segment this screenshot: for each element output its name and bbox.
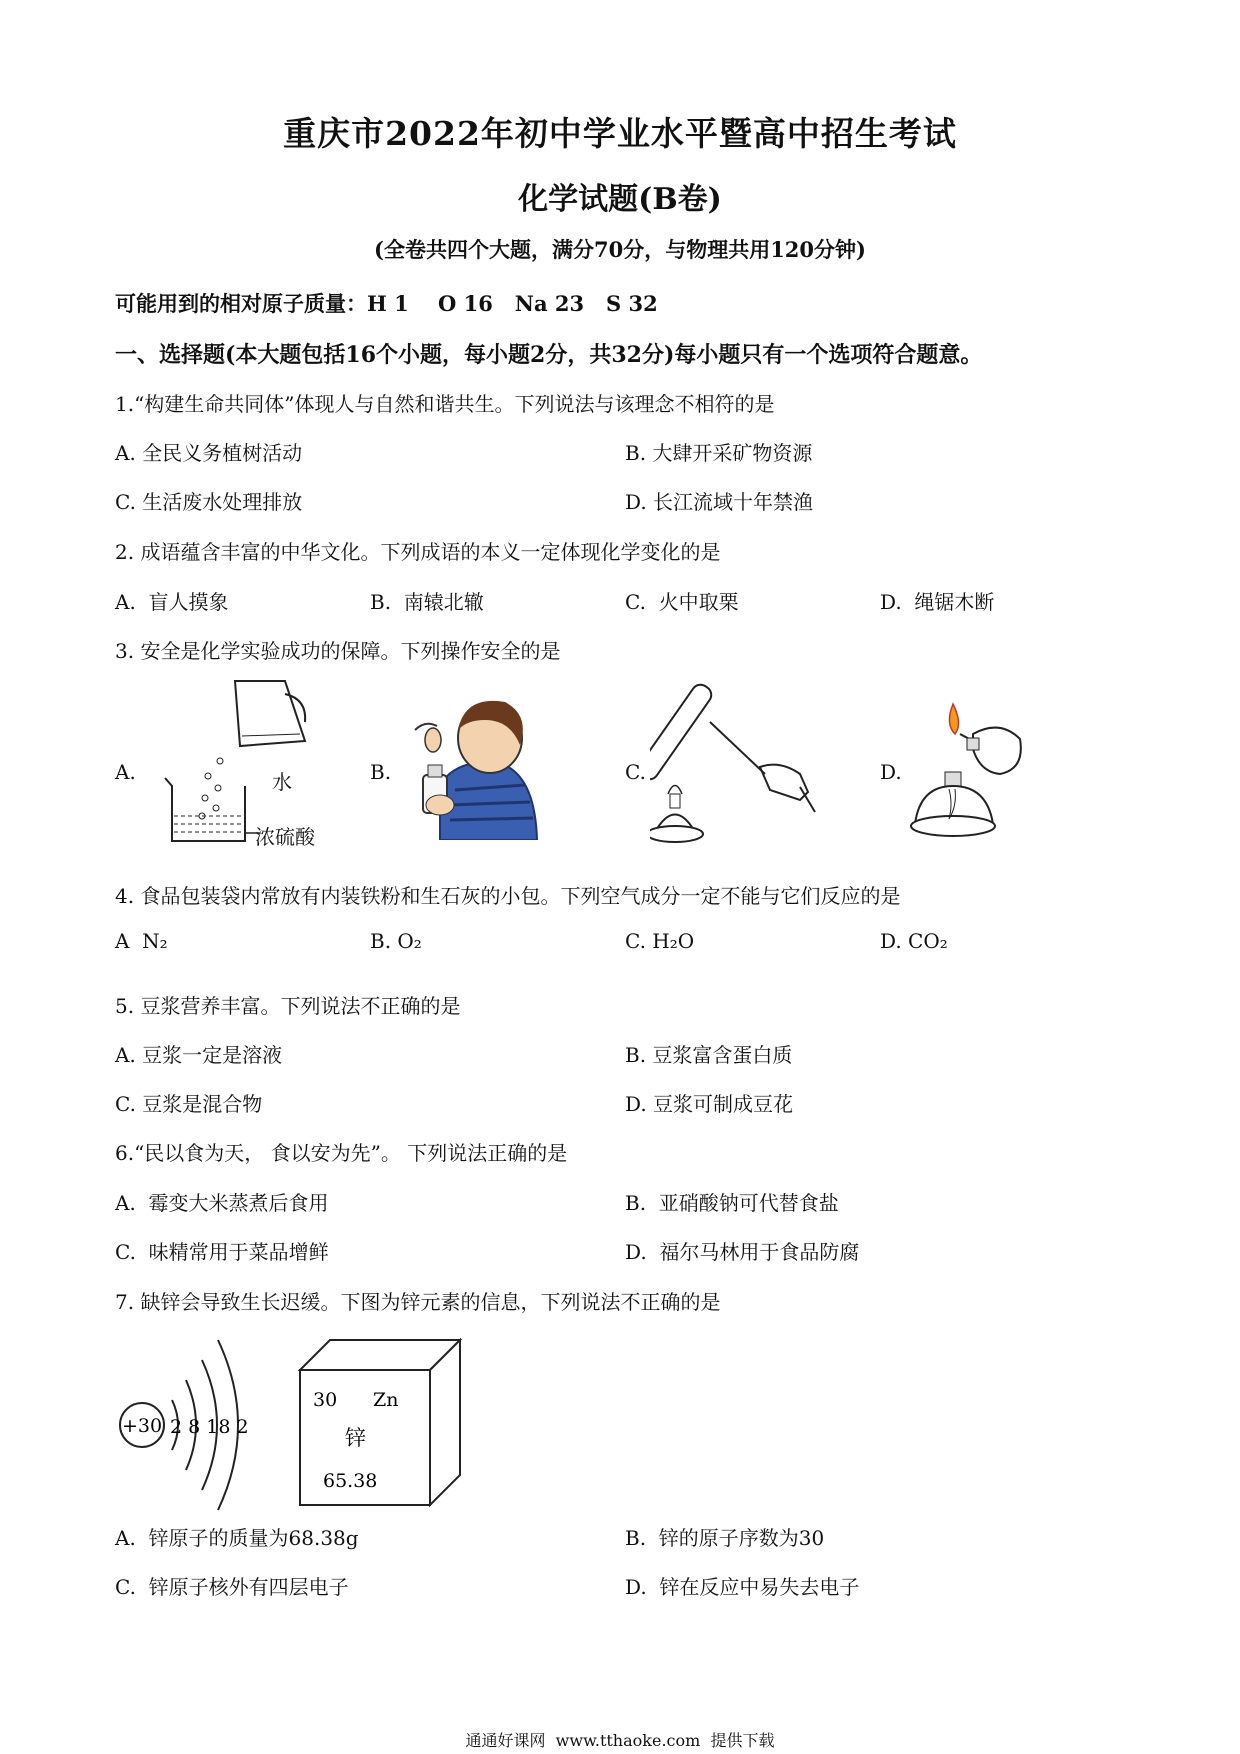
figure-smelling (395, 690, 545, 840)
option-d[interactable]: D. (880, 760, 902, 784)
figure-label-acid: 浓硫酸 (255, 825, 315, 849)
section-heading: 一、选择题(本大题包括16个小题，每小题2分，共32分)每小题只有一个选项符合题意。 (115, 342, 983, 368)
option-a[interactable]: A. 盲人摸象 (115, 590, 229, 614)
figure-label-water: 水 (272, 770, 292, 794)
option-a[interactable]: A. 全民义务植树活动 (115, 441, 303, 465)
option-b[interactable]: B. 南辕北辙 (370, 590, 484, 614)
atom-nucleus-label: +30 (121, 1415, 163, 1437)
option-c[interactable]: C. 味精常用于菜品增鲜 (115, 1240, 329, 1264)
element-symbol: Zn (373, 1389, 399, 1411)
figure-dilution (150, 676, 350, 851)
element-name: 锌 (345, 1426, 366, 1450)
footer-watermark: 通通好课网 www.tthaoke.com 提供下载 (465, 1731, 775, 1750)
option-c[interactable]: C. 火中取栗 (625, 590, 739, 614)
atom-structure-diagram (110, 1330, 270, 1520)
option-c[interactable]: C. H₂O (625, 929, 695, 953)
question-stem: 2. 成语蕴含丰富的中华文化。下列成语的本义一定体现化学变化的是 (115, 540, 721, 564)
option-c[interactable]: C. (625, 760, 646, 784)
option-b[interactable]: B. 锌的原子序数为30 (625, 1526, 825, 1550)
option-a[interactable]: A. 锌原子的质量为68.38g (115, 1526, 359, 1550)
option-d[interactable]: D. 锌在反应中易失去电子 (625, 1575, 860, 1599)
option-b[interactable]: B. (370, 760, 392, 784)
option-c[interactable]: C. 锌原子核外有四层电子 (115, 1575, 349, 1599)
option-c[interactable]: C. 豆浆是混合物 (115, 1092, 263, 1116)
question-stem: 3. 安全是化学实验成功的保障。下列操作安全的是 (115, 639, 561, 663)
figure-heating (650, 682, 820, 852)
option-d[interactable]: D. 豆浆可制成豆花 (625, 1092, 794, 1116)
option-a[interactable]: A. 霉变大米蒸煮后食用 (115, 1191, 329, 1215)
option-d[interactable]: D. 绳锯木断 (880, 590, 995, 614)
figure-lamps (905, 694, 1045, 844)
option-c[interactable]: C. 生活废水处理排放 (115, 490, 303, 514)
option-a[interactable]: A N₂ (115, 929, 168, 953)
page-title: 重庆市2022年初中学业水平暨高中招生考试 (283, 114, 957, 153)
option-d[interactable]: D. CO₂ (880, 929, 948, 953)
option-b[interactable]: B. 豆浆富含蛋白质 (625, 1043, 793, 1067)
question-stem: 6.“民以食为天， 食以安为先”。 下列说法正确的是 (115, 1141, 568, 1165)
question-stem: 5. 豆浆营养丰富。下列说法不正确的是 (115, 994, 461, 1018)
option-b[interactable]: B. 亚硝酸钠可代替食盐 (625, 1191, 839, 1215)
option-a[interactable]: A. (115, 760, 136, 784)
atom-shells-label: 2 8 18 2 (170, 1416, 249, 1438)
question-stem: 1.“构建生命共同体”体现人与自然和谐共生。下列说法与该理念不相符的是 (115, 392, 775, 416)
option-b[interactable]: B. 大肆开采矿物资源 (625, 441, 813, 465)
option-d[interactable]: D. 福尔马林用于食品防腐 (625, 1240, 860, 1264)
question-stem: 7. 缺锌会导致生长迟缓。下图为锌元素的信息，下列说法不正确的是 (115, 1290, 721, 1314)
page-subtitle: 化学试题(B卷) (518, 182, 722, 217)
option-a[interactable]: A. 豆浆一定是溶液 (115, 1043, 283, 1067)
atomic-masses: 可能用到的相对原子质量：H 1 O 16 Na 23 S 32 (115, 291, 658, 316)
element-number: 30 (313, 1389, 338, 1411)
option-b[interactable]: B. O₂ (370, 929, 422, 953)
question-stem: 4. 食品包装袋内常放有内装铁粉和生石灰的小包。下列空气成分一定不能与它们反应的是 (115, 884, 901, 908)
option-d[interactable]: D. 长江流域十年禁渔 (625, 490, 814, 514)
exam-note: (全卷共四个大题，满分70分，与物理共用120分钟) (374, 237, 866, 262)
element-mass: 65.38 (323, 1470, 378, 1492)
element-card (295, 1335, 465, 1510)
